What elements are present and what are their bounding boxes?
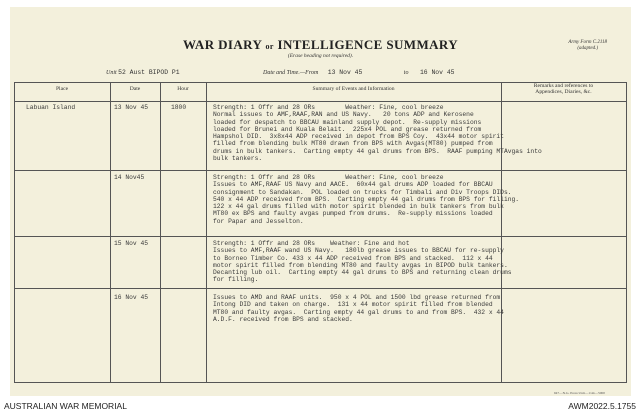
column-divider-hour bbox=[206, 82, 207, 382]
entry-date: 15 Nov 45 bbox=[114, 240, 149, 247]
entry-summary-text: Strength: 1 Offr and 28 ORs Weather: Fine, cool breeze Issues to AMF,RAAF US Navy and AACE. 60x44 gal drums ADP loaded for BBCAU consignment to Sandakan. POL loaded on trucks for Timbali and Div Troops DIDs. 540 x 44 ADP received from BPS. Carting empty 44 gal drums from BPS for filling. 122 x 44 gal drums filled with motor spirit blended in bulk tankers from bulk MT80 ex BPS and faulty avgas pumped from drums. Re-supply missions loaded for Papar and Jesselton. bbox=[213, 174, 520, 225]
entry-place: Labuan Island bbox=[26, 104, 76, 111]
column-header-remarks bbox=[501, 83, 626, 95]
war-diary-sheet bbox=[10, 7, 631, 396]
document-title bbox=[10, 37, 631, 53]
column-header-summary: Summary of Events and Information bbox=[312, 86, 395, 92]
date-to: 16 Nov 45 bbox=[419, 69, 455, 76]
entry-date: 13 Nov 45 bbox=[114, 104, 149, 111]
unit-field bbox=[106, 69, 180, 76]
entry-hour: 1800 bbox=[171, 104, 187, 111]
printer-imprint: 947—N.G. Press Unit—1/44—5000 bbox=[553, 391, 605, 395]
table-left-border bbox=[14, 82, 15, 382]
entry-date: 16 Nov 45 bbox=[114, 294, 149, 301]
form-reference-note: (adapted.) bbox=[577, 46, 599, 51]
form-reference bbox=[568, 40, 607, 52]
entry-summary-text: Strength: 1 Offr and 28 ORs Weather: Fine, cool breeze Normal issues to AMF,RAAF,RAN and US Navy. 20 tons ADP and Kerosene loaded for despatch to BBCAU mainland supply depot. Re-supply missions loaded for Brunei and Kuala Belait. 225x4 POL and grease returned from Hampshol DID. 3x8x44 ADP received in depot from BPS Coy. 43x44 motor spirit filled from blending bulk MT80 drawn from BPS with Avgas(MT80) pumped from drums in bulk tankers. Carting empty 44 gal drums from BPS. RAAF pumping MTAvgas into bulk tankers. bbox=[213, 104, 542, 163]
title-intelligence-summary: INTELLIGENCE SUMMARY bbox=[277, 37, 459, 52]
archive-institution: AUSTRALIAN WAR MEMORIAL bbox=[4, 401, 127, 411]
entry-date: 14 Nov45 bbox=[114, 174, 145, 181]
entry-summary-text: Strength: 1 Offr and 28 ORs Weather: Fine and hot Issues to AMF,RAAF wand US Navy. 180lb grease issues to BBCAU for re-supply to Borneo Timber Co. 433 x 44 ADP received from BPS and stacked. 112 x 44 motor spirit filled from blending MT80 and faulty avgas in BIPOD bulk tankers. Decanting lub oil. Carting empty 44 gal drums to BPS and returning clean drums for filling. bbox=[213, 240, 512, 284]
column-header-remarks-line2: Appendices, Diaries, &c. bbox=[535, 89, 592, 95]
column-header-date: Date bbox=[129, 86, 141, 92]
column-header-place: Place bbox=[55, 86, 69, 92]
document-subtitle: (Erase heading not required). bbox=[287, 53, 354, 59]
column-header-hour: Hour bbox=[177, 86, 189, 92]
entry-separator bbox=[14, 170, 627, 171]
title-war-diary: WAR DIARY bbox=[182, 37, 262, 52]
archive-accession-number: AWM2022.5.1755 bbox=[568, 401, 636, 411]
date-range-field bbox=[263, 69, 454, 76]
date-from: 13 Nov 45 bbox=[327, 69, 363, 76]
table-header-rule bbox=[14, 101, 627, 102]
column-header-remarks-line1: Remarks and references to bbox=[533, 83, 594, 89]
entry-summary-text: Issues to AMD and RAAF units. 950 x 4 POL and 1500 lbd grease returned from Intong DID and taken on charge. 131 x 44 motor spirit filled from blended MT80 and faulty avgas. Carting empty 44 gal drums to and from BPS. 432 x 44 A.D.F. received from BPS and stacked. bbox=[213, 294, 504, 323]
unit-value: 52 Aust BIPOD P1 bbox=[118, 69, 180, 76]
title-or: or bbox=[265, 42, 274, 51]
form-reference-number: Army Form C.2118 bbox=[568, 40, 607, 45]
table-bottom-rule bbox=[14, 382, 627, 383]
column-divider-date bbox=[160, 82, 161, 382]
entry-separator bbox=[14, 288, 627, 289]
date-label: Date and Time.—From bbox=[263, 70, 319, 76]
table-right-border bbox=[626, 82, 627, 382]
column-divider-place bbox=[110, 82, 111, 382]
unit-label: Unit bbox=[106, 70, 117, 76]
entry-separator bbox=[14, 236, 627, 237]
date-to-label: to bbox=[403, 70, 409, 76]
